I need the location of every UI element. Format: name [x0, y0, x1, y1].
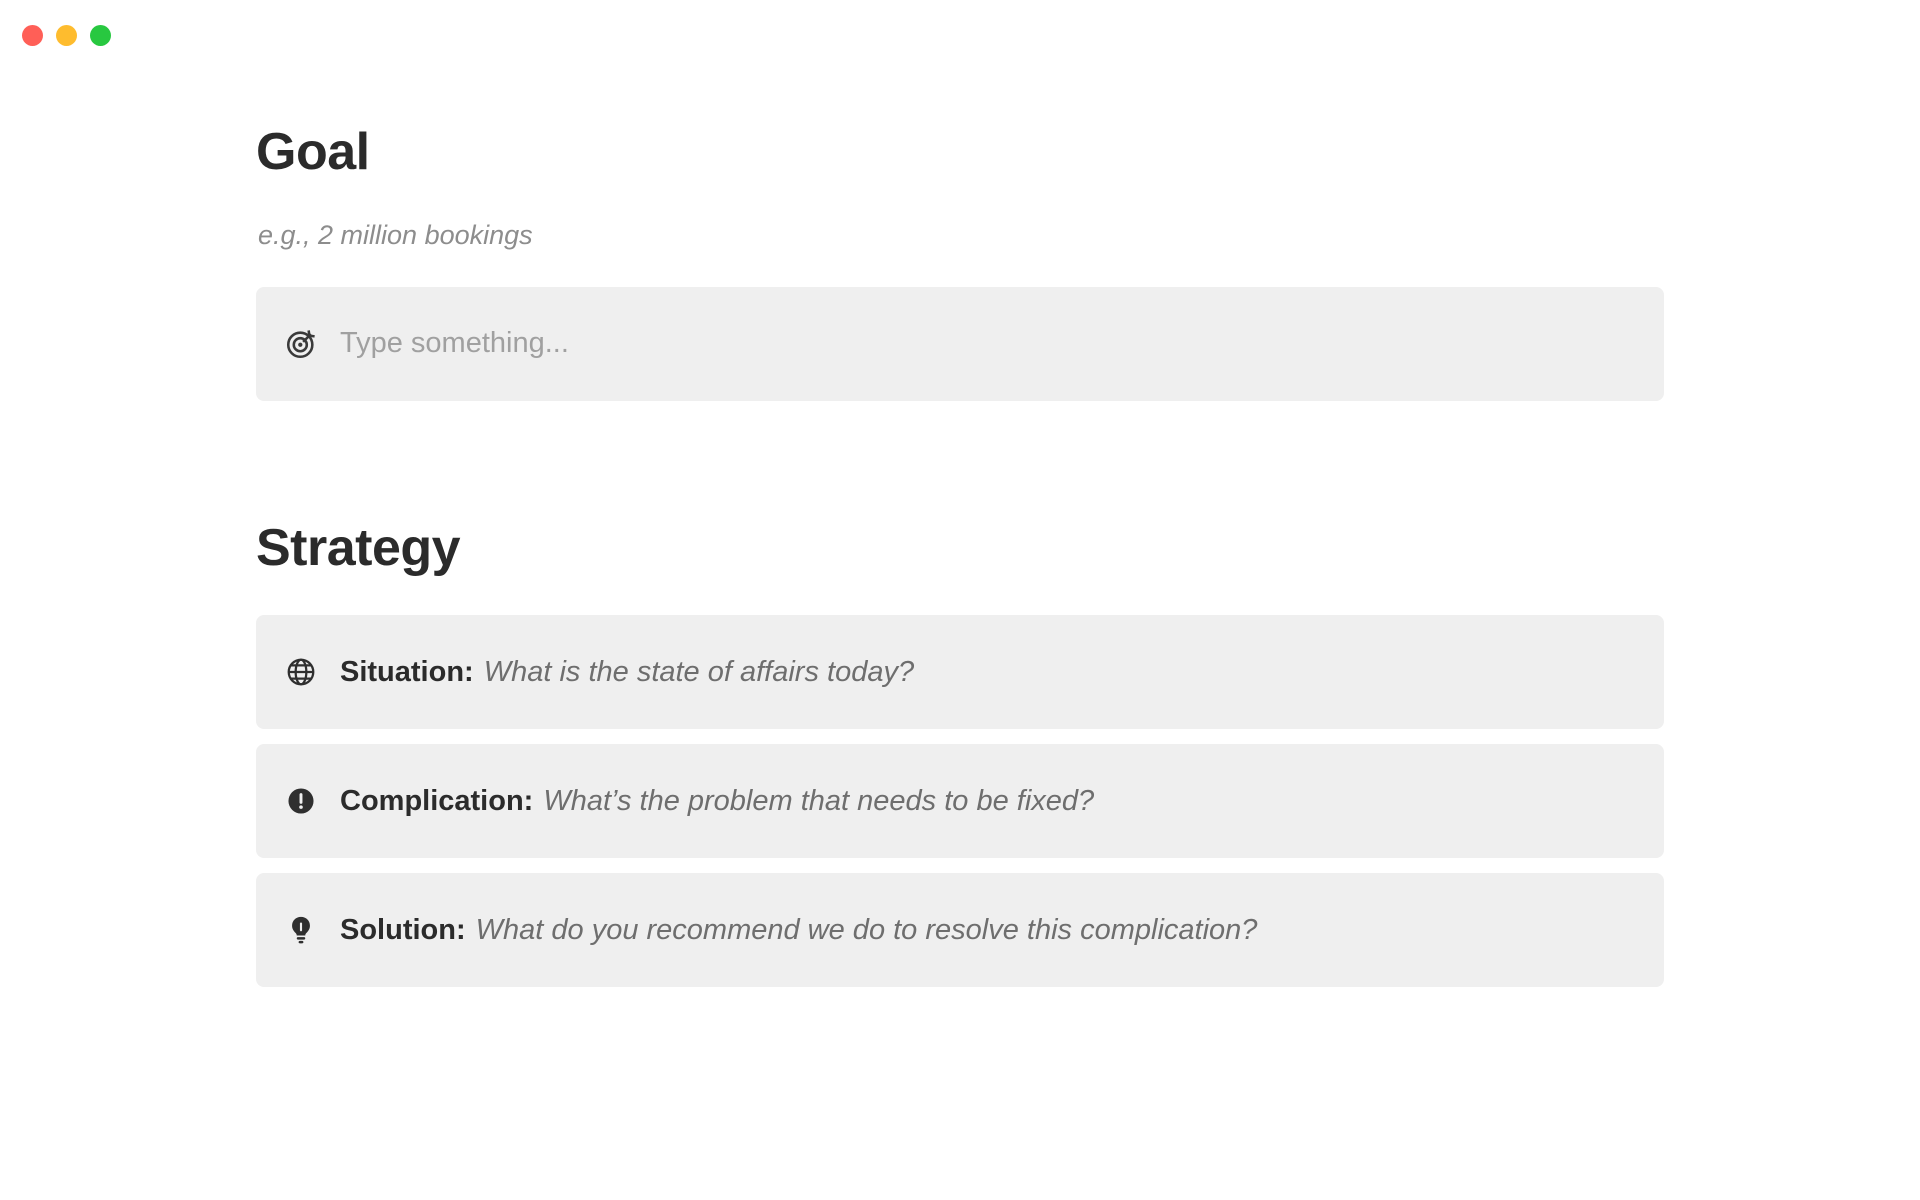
strategy-rows: [256, 615, 1664, 987]
main-content: [0, 70, 1920, 987]
strategy-row-complication[interactable]: [256, 744, 1664, 858]
strategy-row-question: What is the state of affairs today?: [483, 655, 915, 688]
goal-title: Goal: [256, 123, 370, 181]
strategy-row-solution[interactable]: [256, 873, 1664, 987]
strategy-row-question: What’s the problem that needs to be fixed?: [543, 784, 1095, 817]
window-titlebar: [0, 0, 1920, 70]
goal-hint: e.g., 2 million bookings: [258, 219, 533, 250]
close-window-button[interactable]: [22, 25, 43, 46]
maximize-window-button[interactable]: [90, 25, 111, 46]
strategy-title: Strategy: [256, 518, 461, 577]
minimize-window-button[interactable]: [56, 25, 77, 46]
strategy-row-question: What do you recommend we do to resolve this complication?: [475, 913, 1258, 946]
globe-icon: [284, 655, 318, 689]
goal-input-placeholder: Type something...: [340, 327, 569, 360]
strategy-row-label: Situation:: [340, 655, 474, 688]
goal-section: [256, 70, 1664, 401]
strategy-section: [256, 401, 1664, 988]
exclamation-circle-icon: [284, 784, 318, 818]
strategy-row-situation[interactable]: [256, 615, 1664, 729]
strategy-row-label: Solution:: [340, 913, 466, 946]
goal-input[interactable]: [256, 287, 1664, 401]
target-icon: [284, 327, 318, 361]
strategy-row-label: Complication:: [340, 784, 534, 817]
lightbulb-icon: [284, 913, 318, 947]
